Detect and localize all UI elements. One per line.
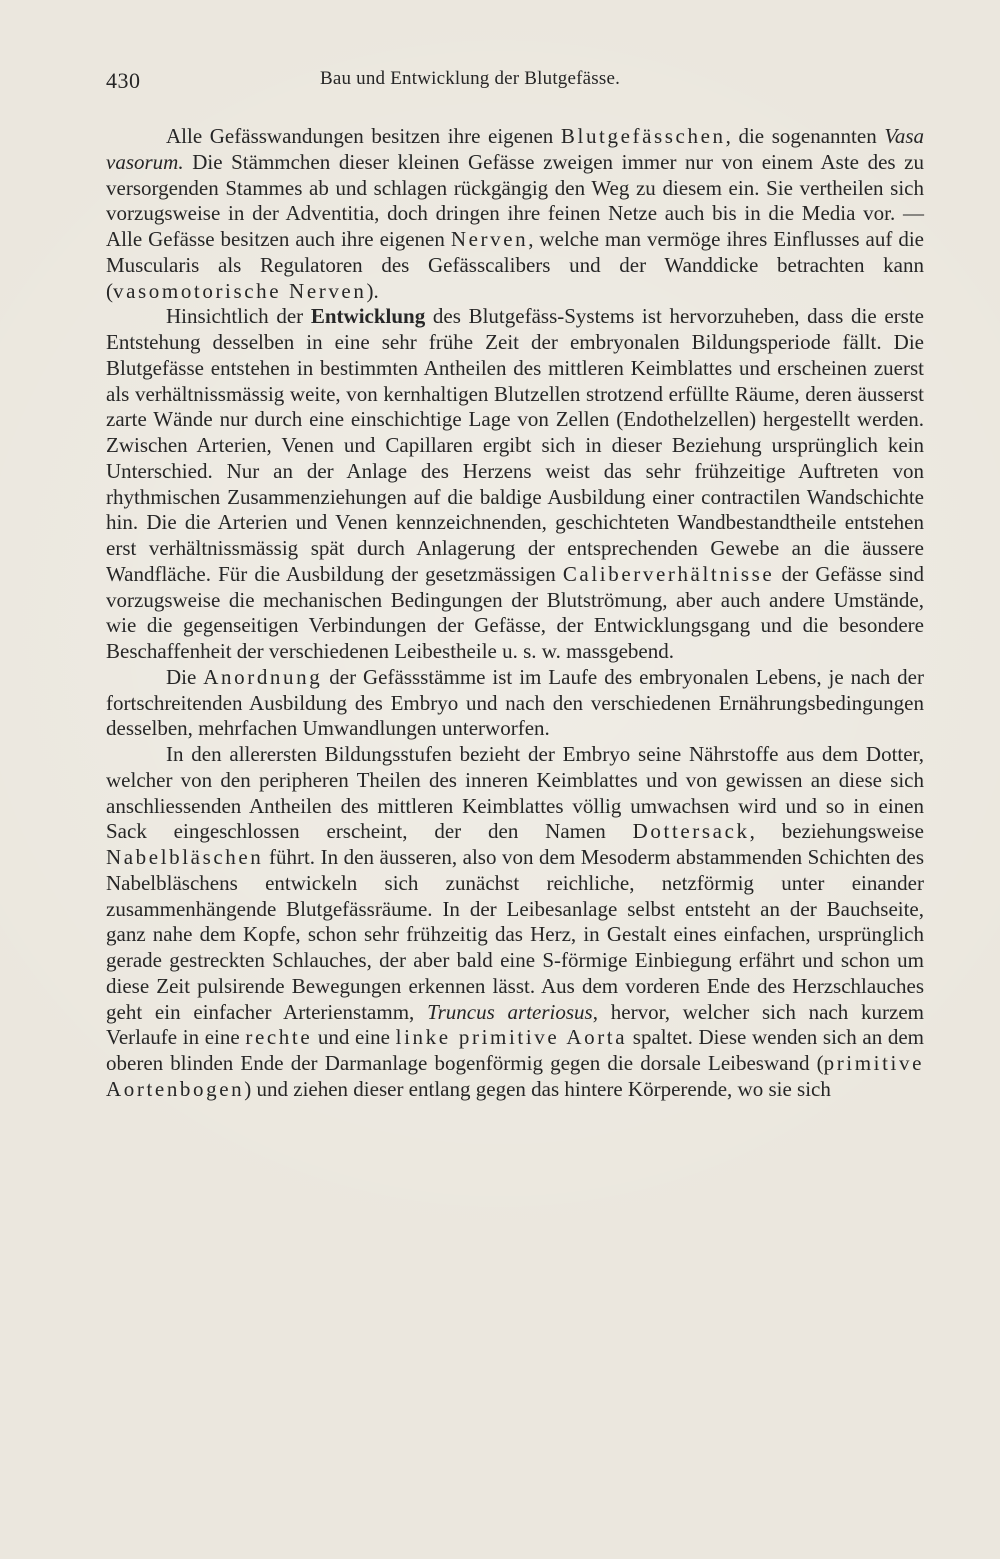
spaced-term: Anordnung: [203, 664, 323, 689]
page-number: 430: [106, 68, 141, 93]
spaced-term: rechte: [245, 1025, 313, 1050]
spaced-term: Nabelbläschen: [106, 845, 264, 869]
spaced-term: Caliberverhältnisse: [562, 561, 775, 586]
text-segment: der Gefässe sind vorzugsweise die mechanischen Bedingungen der Blutströmung, aber auch andere Umstände, wie die gegenseitigen Verbindungen der Gefässe, der Entwicklungsgang und die besondere Beschaffenheit der verschiedenen Leibestheile u. s. w. massgebend.: [106, 561, 924, 663]
paragraph-entwicklung: [106, 304, 924, 665]
body-text: [106, 124, 924, 1103]
text-segment: , welche man vermöge ihres Einflusses auf die Muscularis als Regulatoren des Gefässcalibers und der Wanddicke betrachten kann (: [106, 227, 924, 303]
paragraph-bildungsstufen: [106, 742, 924, 1103]
text-segment: Hinsichtlich der: [166, 304, 311, 329]
text-segment: , hervor, welcher sich nach kurzem Verlaufe in eine: [106, 999, 924, 1050]
spaced-term: vasomotorische Nerven: [113, 278, 367, 303]
text-segment: und eine: [312, 1025, 396, 1050]
text-segment: der Gefässstämme ist im Laufe des embryonalen Lebens, je nach der fortschreitenden Ausbildung des Embryo und nach den verschiedenen Ernährungsbedingungen desselben, mehrfachen Umwandlungen unterworfen.: [106, 664, 924, 741]
spaced-term: Blutgefässchen: [560, 124, 726, 148]
text-segment: des Blutgefäss-Systems ist hervorzuheben, dass die erste Entstehung desselben in eine sehr frühe Zeit der embryonalen Bildungsperiode fällt. Die Blutgefässe entstehen in bestimmten Antheilen des mittleren Keimblattes und erscheinen zuerst als verhältnissmässig weite, von kernhaltigen Blutzellen strotzend erfüllte Räume, deren äusserst zarte Wände nur durch eine einschichtige Lage von Zellen (Endothelzellen) hergestellt werden. Zwischen Arterien, Venen und Capillaren ergibt sich in dieser Beziehung ursprünglich kein Unterschied. Nur an der Anlage des Herzens weist das sehr frühzeitige Auftreten von rhythmischen Zusammenziehungen auf die baldige Ausbildung einer contractilen Wandschichte hin. Die die Arterien und Venen kennzeichnenden, geschichteten Wandbestandtheile entstehen erst verhältnissmässig spät durch Anlagerung der entsprechenden Gewebe an die äussere Wandfläche. Für die Ausbildung der gesetzmässigen: [106, 304, 924, 586]
text-segment: In den allerersten Bildungsstufen bezieht der Embryo seine Nährstoffe aus dem Dotter, welcher von den peripheren Theilen des inneren Keimblattes und von gewissen an diese sich anschliessenden Antheilen des mittleren Keimblattes völlig umwachsen wird und so in einen Sack eingeschlossen erscheint, der den Namen: [106, 742, 924, 844]
running-title: Bau und Entwicklung der Blutgefässe.: [320, 68, 621, 89]
page-header: [106, 62, 924, 98]
text-segment: führt. In den äusseren, also von dem Mesoderm abstammenden Schichten des Nabelbläschens entwickeln sich zunächst reichliche, netzförmig unter einander zusammenhängende Blutgefässräume. In der Leibesanlage selbst entsteht an der Bauchseite, ganz nahe dem Kopfe, schon sehr frühzeitig das Herz, in Gestalt eines einfachen, ursprünglich gerade gestreckten Schlauches, der aber bald eine S-förmige Einbiegung erfährt und schon um diese Zeit pulsirende Bewegungen erkennen lässt. Aus dem vorderen Ende des Herzschlauches geht ein einfacher Arterienstamm,: [106, 845, 924, 1024]
text-segment: , die sogenannten: [725, 124, 885, 148]
spaced-term: linke primitive Aorta: [395, 1025, 628, 1050]
italic-term: Truncus arteriosus: [427, 999, 593, 1024]
bold-term: Entwicklung: [310, 304, 426, 329]
spaced-term: Dottersack: [632, 819, 750, 844]
text-segment: , beziehungsweise: [749, 819, 924, 844]
text-segment: Die Stämmchen dieser kleinen Gefässe zweigen immer nur von einem Aste des zu versorgenden Stammes ab und schlagen rückgängig den Weg zu diesem ein. Sie vertheilen sich vorzugsweise in der Adventitia, doch dringen ihre feinen Netze auch bis in die Media vor. — Alle Gefässe besitzen auch ihre eigenen: [106, 149, 924, 251]
paragraph-vasa-vasorum: [106, 124, 924, 304]
paragraph-anordnung: [106, 665, 924, 742]
spaced-term: Nerven: [450, 227, 529, 251]
text-segment: ).: [366, 278, 379, 303]
text-segment: ) und ziehen dieser entlang gegen das hintere Körperende, wo sie sich: [244, 1076, 831, 1101]
text-segment: spaltet. Diese wenden sich an dem oberen blinden Ende der Darmanlage bogenförmig gegen die dorsale Leibeswand (: [106, 1025, 925, 1075]
text-segment: Alle Gefässwandungen besitzen ihre eigenen: [166, 124, 561, 148]
spaced-term: primitive Aortenbogen: [106, 1051, 924, 1101]
italic-term: Vasa vasorum.: [106, 124, 924, 174]
text-segment: Die: [166, 664, 204, 689]
